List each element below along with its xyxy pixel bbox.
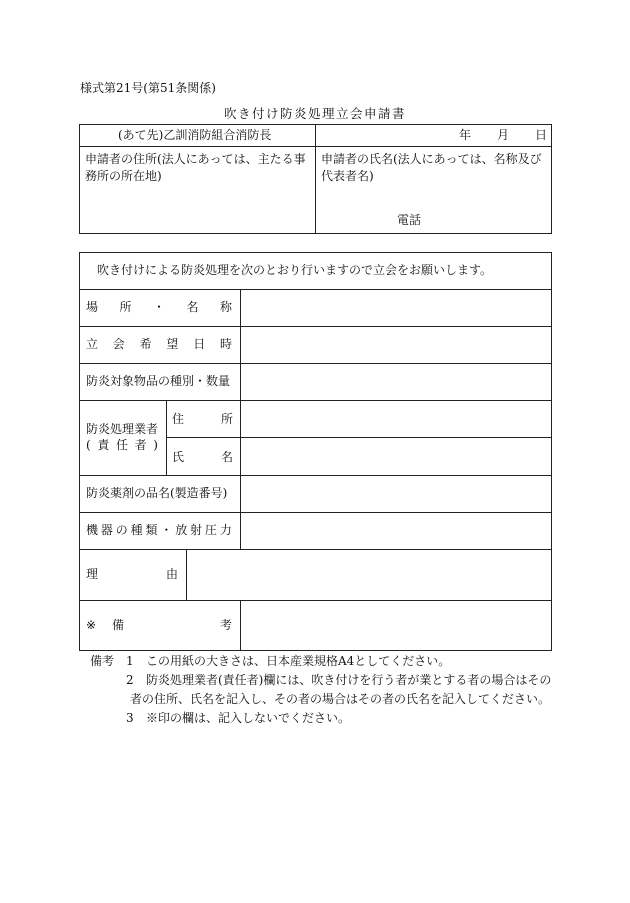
- note-3-text: ※印の欄は、記入しないでください。: [146, 711, 351, 725]
- label-column-divider: [240, 289, 241, 550]
- form-number: 様式第21号(第51条関係): [80, 81, 216, 95]
- row-line: [79, 475, 552, 476]
- chemical-name-field[interactable]: [242, 477, 550, 511]
- date-month-label: 月: [497, 128, 510, 142]
- note-1-number: 1: [126, 654, 134, 668]
- document-title: 吹き付け防炎処理立会申請書: [223, 106, 406, 121]
- label-column-divider: [240, 600, 241, 651]
- contractor-address-field[interactable]: [242, 402, 550, 436]
- place-name-label: 場 所 ・ 名 称: [86, 300, 232, 314]
- addressee: (あて先)乙訓消防組合消防長: [118, 128, 272, 142]
- row-line: [79, 363, 552, 364]
- reason-field[interactable]: [188, 551, 550, 599]
- row-line: [79, 326, 552, 327]
- phone-label: 電話: [397, 213, 422, 227]
- row-line: [79, 400, 552, 401]
- applicant-address-label: 申請者の住所(法人にあっては、主たる事: [85, 152, 306, 166]
- chemical-name-label: 防炎薬剤の品名(製造番号): [86, 486, 228, 500]
- contractor-responsible-label: ( 責 任 者 ): [86, 438, 158, 452]
- row-line: [79, 512, 552, 513]
- desired-date-field[interactable]: [242, 328, 550, 362]
- reason-label: 理 由: [86, 567, 178, 581]
- row-line: [79, 549, 552, 550]
- remarks-label-end: 考: [220, 618, 233, 632]
- row-line: [166, 437, 552, 438]
- note-3-number: 3: [126, 711, 134, 725]
- remarks-asterisk: ※: [86, 618, 97, 632]
- remarks-label: 備: [112, 618, 125, 632]
- contractor-name-label: 氏 名: [172, 450, 233, 464]
- applicant-address-label-2: 務所の所在地): [85, 169, 162, 183]
- applicant-table-column-divider: [315, 124, 316, 234]
- request-intro: 吹き付けによる防炎処理を次のとおり行いますので立会をお願いします。: [97, 263, 493, 277]
- note-2-text: 防炎処理業者(責任者)欄には、吹き付けを行う者が業とする者の場合はその: [146, 673, 552, 687]
- items-type-qty-field[interactable]: [242, 365, 550, 399]
- applicant-address-field[interactable]: [81, 186, 313, 232]
- note-2-number: 2: [126, 673, 134, 687]
- note-2-text-continued: 者の住所、氏名を記入し、その者の場合はその者の氏名を記入してください。: [130, 692, 551, 706]
- date-year-label: 年: [459, 128, 472, 142]
- equipment-label: 機 器 の 種 類 ・ 放 射 圧 力: [86, 523, 232, 537]
- note-1-text: この用紙の大きさは、日本産業規格A4としてください。: [146, 654, 451, 668]
- contractor-name-field[interactable]: [242, 439, 550, 474]
- remarks-field[interactable]: [242, 602, 550, 649]
- applicant-name-label: 申請者の氏名(法人にあっては、名称及び: [321, 152, 542, 166]
- notes-label: 備考: [90, 654, 115, 668]
- place-name-field[interactable]: [242, 291, 550, 325]
- applicant-name-label-2: 代表者名): [321, 169, 374, 183]
- row-line: [79, 600, 552, 601]
- row-line: [79, 289, 552, 290]
- contractor-address-label: 住 所: [172, 412, 233, 426]
- desired-date-label: 立 会 希 望 日 時: [86, 337, 232, 351]
- contractor-label: 防炎処理業者: [86, 422, 159, 436]
- contractor-sub-divider: [166, 400, 167, 475]
- items-type-qty-label: 防炎対象物品の種別・数量: [86, 374, 231, 388]
- reason-column-divider: [186, 549, 187, 600]
- date-day-label: 日: [535, 128, 548, 142]
- equipment-field[interactable]: [242, 514, 550, 548]
